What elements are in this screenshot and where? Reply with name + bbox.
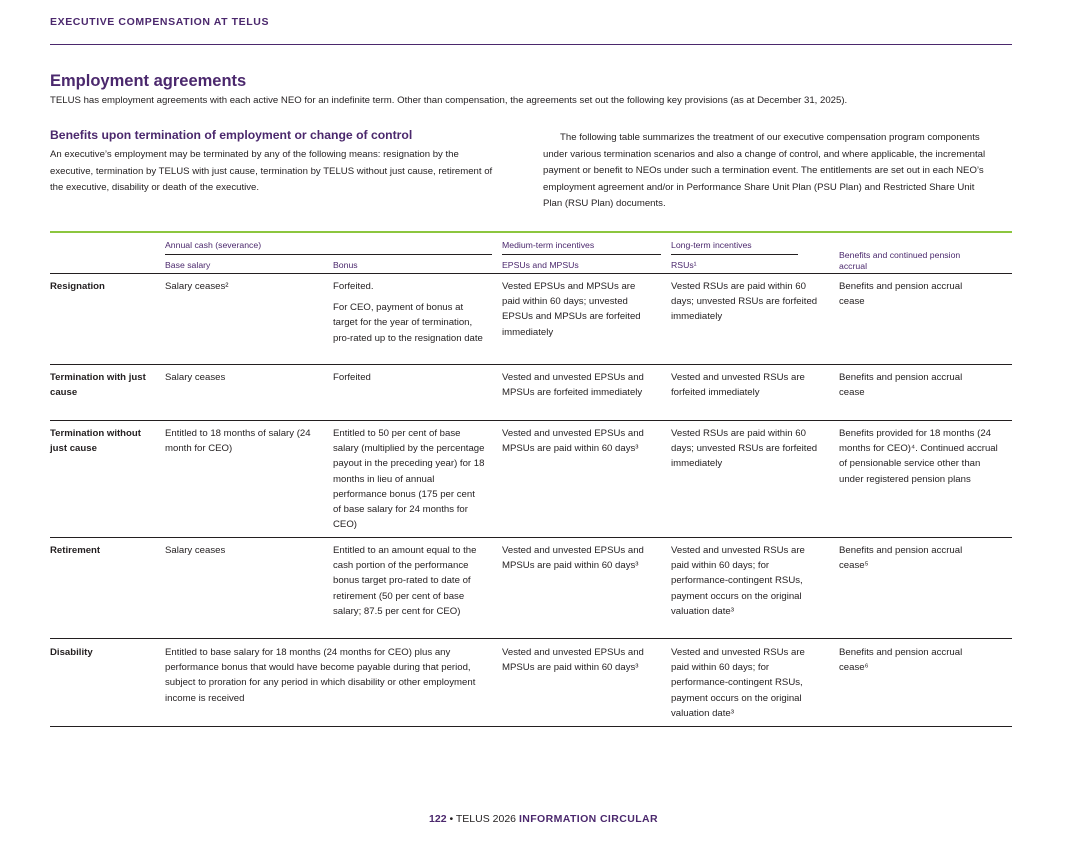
row-label-without-cause: Termination without just cause — [50, 428, 141, 455]
disability-epsus: Vested and unvested EPSUs and MPSUs are paid within 60 days³ — [502, 647, 644, 674]
resignation-epsus: Vested EPSUs and MPSUs are paid within 60 days; unvested EPSUs and MPSUs are forfeited immediately — [502, 281, 641, 338]
col-rsus: RSUs¹ — [671, 260, 697, 270]
footer-doc-title: INFORMATION CIRCULAR — [518, 813, 658, 825]
resignation-bonus-p1: Forfeited. — [333, 281, 374, 292]
group-annual-cash: Annual cash (severance) — [165, 240, 262, 250]
just-cause-bonus: Forfeited — [333, 372, 371, 383]
row-divider — [50, 537, 1012, 538]
benefits-heading: Benefits upon termination of employment or change of control — [50, 128, 413, 142]
col-bonus: Bonus — [333, 260, 358, 270]
group-line-annual — [165, 254, 492, 255]
just-cause-base-salary: Salary ceases — [165, 372, 226, 383]
retirement-base-salary: Salary ceases — [165, 545, 226, 556]
header-divider — [50, 44, 1012, 45]
row-label-disability: Disability — [50, 647, 93, 658]
benefits-left-text: An executive’s employment may be terminated by any of the following means: resignation by the executive, termination by TELUS with just cause, termination by TELUS without just cause, retirement of the executive, disability or death of the executive. — [50, 149, 493, 193]
benefits-right-paragraph — [543, 130, 993, 213]
resignation-rsus: Vested RSUs are paid within 60 days; unvested RSUs are forfeited immediately — [671, 281, 818, 323]
resignation-bonus-p2: For CEO, payment of bonus at target for the year of termination, pro-rated up to the resignation date — [333, 302, 483, 344]
table-header-rule — [50, 273, 1012, 274]
row-divider — [50, 638, 1012, 639]
without-cause-epsus: Vested and unvested EPSUs and MPSUs are paid within 60 days³ — [502, 428, 644, 455]
row-label-just-cause: Termination with just cause — [50, 372, 146, 399]
page-title: Employment agreements — [50, 72, 247, 90]
without-cause-benefits: Benefits provided for 18 months (24 months for CEO)⁴. Continued accrual of pensionable service other than under registered pension plans — [839, 428, 998, 485]
just-cause-epsus: Vested and unvested EPSUs and MPSUs are forfeited immediately — [502, 372, 644, 399]
row-divider — [50, 420, 1012, 421]
footer-brand: TELUS 2026 — [455, 813, 517, 825]
resignation-bonus — [333, 279, 483, 346]
resignation-benefits: Benefits and pension accrual cease — [839, 281, 963, 308]
group-benefits: Benefits and continued pension accrual — [839, 250, 961, 271]
col-epsus: EPSUs and MPSUs — [502, 260, 579, 270]
benefits-right-text: The following table summarizes the treatment of our executive compensation program components under various termination scenarios and also a change of control, and where applicable, the incremental payment or benefit to NEOs under such a termination event. The entitlements are set out in each NEO’s employment agreement and/or in Performance Share Unit Plan (PSU Plan) and Restricted Share Unit Plan (RSU Plan) documents. — [543, 132, 986, 209]
group-line-long — [671, 254, 798, 255]
without-cause-rsus: Vested RSUs are paid within 60 days; unvested RSUs are forfeited immediately — [671, 428, 818, 470]
table-top-rule — [50, 231, 1012, 233]
group-medium-term: Medium-term incentives — [502, 240, 595, 250]
group-line-medium — [502, 254, 661, 255]
section-header: EXECUTIVE COMPENSATION AT TELUS — [50, 16, 270, 28]
resignation-base-salary: Salary ceases² — [165, 281, 229, 292]
row-label-retirement: Retirement — [50, 545, 101, 556]
without-cause-bonus: Entitled to 50 per cent of base salary (multiplied by the percentage payout in the preceding year) for 18 months in lieu of annual performance bonus (175 per cent of base salary for 24 months for CEO) — [333, 428, 485, 531]
row-label-resignation: Resignation — [50, 281, 105, 292]
disability-rsus: Vested and unvested RSUs are paid within 60 days; for performance-contingent RSUs, payment occurs on the original valuation date³ — [671, 647, 805, 719]
footer-bullet: • — [449, 813, 454, 825]
without-cause-base-salary: Entitled to 18 months of salary (24 month for CEO) — [165, 428, 311, 455]
intro-text: TELUS has employment agreements with each active NEO for an indefinite term. Other than compensation, the agreements set out the following key provisions (as at December 31, 2025). — [50, 95, 848, 106]
retirement-rsus: Vested and unvested RSUs are paid within 60 days; for performance-contingent RSUs, payment occurs on the original valuation date³ — [671, 545, 805, 617]
retirement-epsus: Vested and unvested EPSUs and MPSUs are paid within 60 days³ — [502, 545, 644, 572]
page-number: 122 — [429, 813, 447, 825]
col-base-salary: Base salary — [165, 260, 211, 270]
just-cause-rsus: Vested and unvested RSUs are forfeited immediately — [671, 372, 805, 399]
retirement-benefits: Benefits and pension accrual cease⁵ — [839, 545, 963, 572]
table-bottom-rule — [50, 726, 1012, 727]
retirement-bonus: Entitled to an amount equal to the cash portion of the performance bonus target pro-rated to date of retirement (50 per cent of base salary; 87.5 per cent for CEO) — [333, 545, 477, 617]
disability-benefits: Benefits and pension accrual cease⁶ — [839, 647, 963, 674]
disability-cash: Entitled to base salary for 18 months (24 months for CEO) plus any performance bonus that would have become payable during that period, subject to proration for any period in which disability or other employment income is received — [165, 647, 476, 704]
group-long-term: Long-term incentives — [671, 240, 752, 250]
just-cause-benefits: Benefits and pension accrual cease — [839, 372, 963, 399]
row-divider — [50, 364, 1012, 365]
page-footer — [0, 813, 1087, 825]
